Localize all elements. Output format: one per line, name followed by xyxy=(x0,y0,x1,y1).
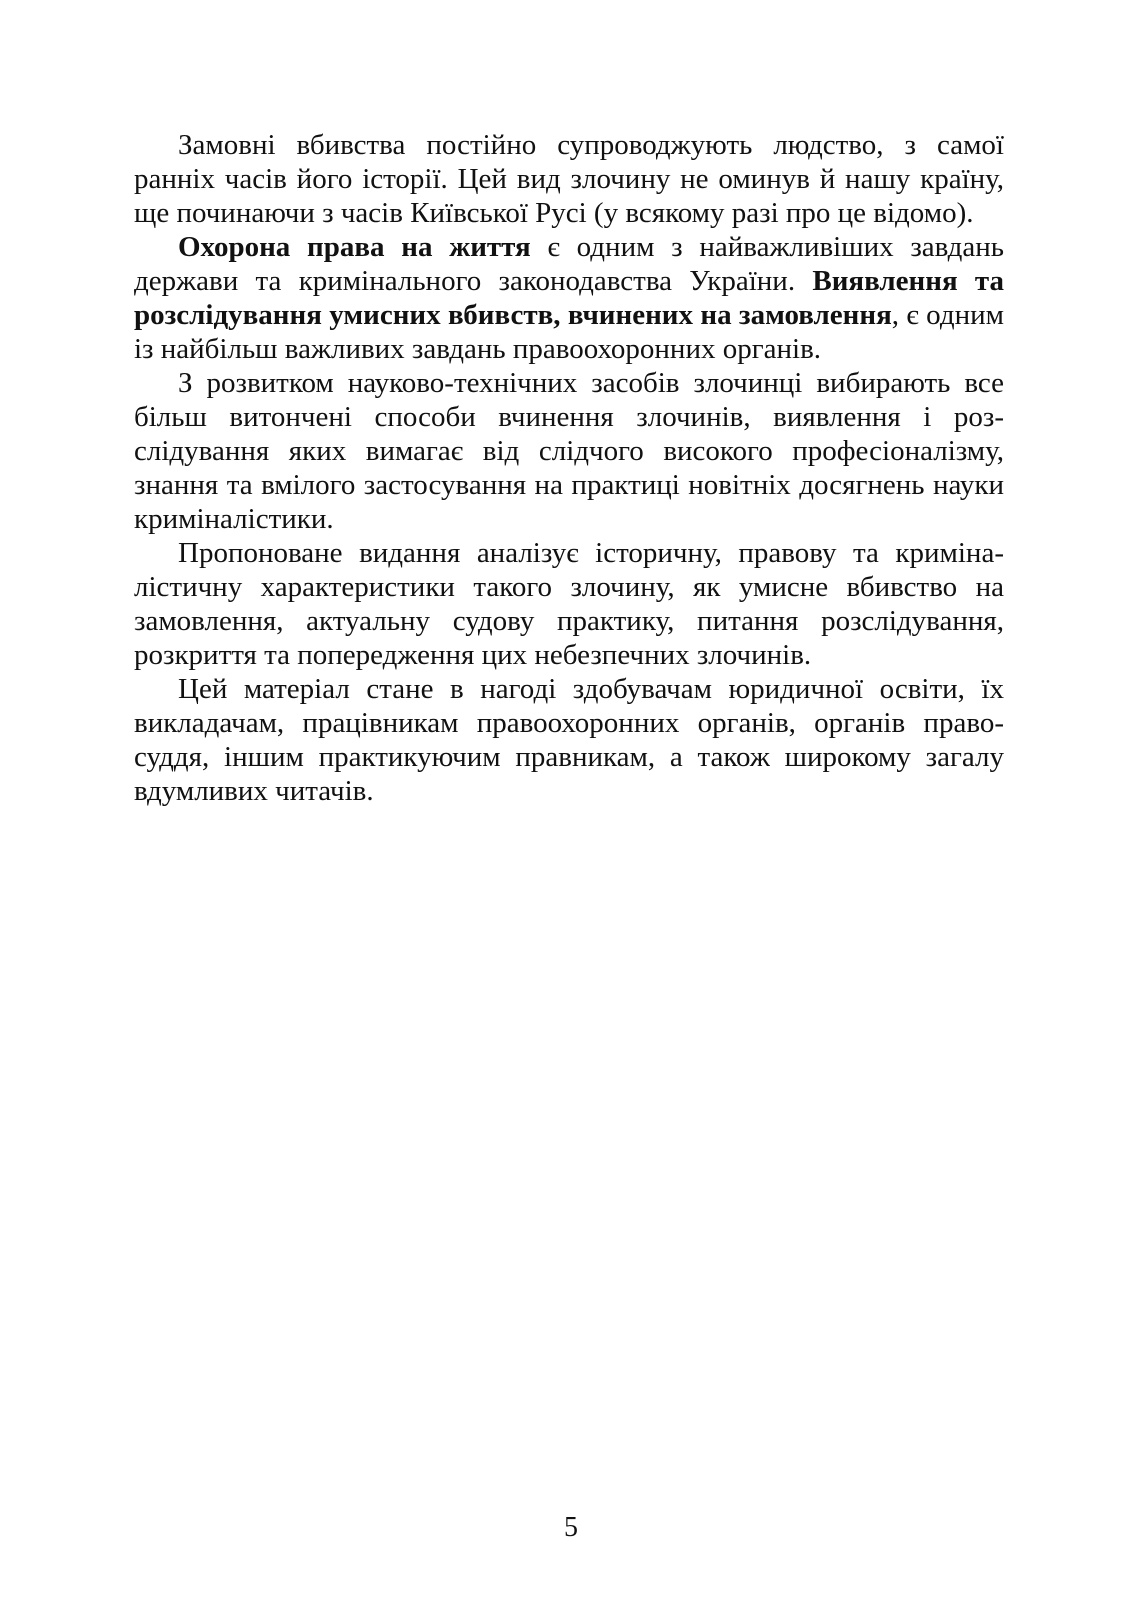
paragraph-1 xyxy=(134,128,1004,230)
paragraph-5 xyxy=(134,672,1004,808)
paragraph-2-text: є одним з найважливіших завдань держави та кримінального законодавства України. xyxy=(134,231,1004,297)
paragraph-4 xyxy=(134,536,1004,672)
paragraph-3 xyxy=(134,366,1004,536)
paragraph-4-text: Пропоноване видання аналізує історичну, правову та криміналістичну характеристики такого злочину, як умисне вбивство на замовлення, актуальну судову практику, питання розслідування, розкриття та попередження цих небезпечних злочинів. xyxy=(134,537,1004,671)
paragraph-2 xyxy=(134,230,1004,366)
body-text xyxy=(134,128,1004,808)
paragraph-1-text: Замовні вбивства постійно супроводжують людство, з самої ранніх часів його історії. Цей вид злочину не оминув й нашу країну, ще починаючи з часів Київської Русі (у всякому разі про це відомо). xyxy=(134,129,1004,229)
paragraph-3-text: З розвитком науково-технічних засобів злочинці вибирають все більш витончені способи вчинення злочинів, виявлення і розслідування яких вимагає від слідчого високого професіоналізму, знання та вмілого застосування на практиці новітніх досягнень науки криміналістики. xyxy=(134,367,1004,535)
paragraph-2-bold-phrase: Виявлення та розслідування умисних вбивств, вчинених на замовлення xyxy=(134,265,1004,331)
paragraph-2-bold-lead: Охорона права на життя xyxy=(178,231,531,263)
paragraph-2-text-end: , є одним із найбільш важливих завдань правоохоронних органів. xyxy=(134,299,1004,365)
page-number: 5 xyxy=(564,1512,578,1543)
paragraph-5-text: Цей матеріал стане в нагоді здобувачам юридичної освіти, їх викладачам, працівникам правоохоронних органів, органів правосуддя, іншим практикуючим правникам, а також широкому загалу вдумливих читачів. xyxy=(134,673,1004,807)
